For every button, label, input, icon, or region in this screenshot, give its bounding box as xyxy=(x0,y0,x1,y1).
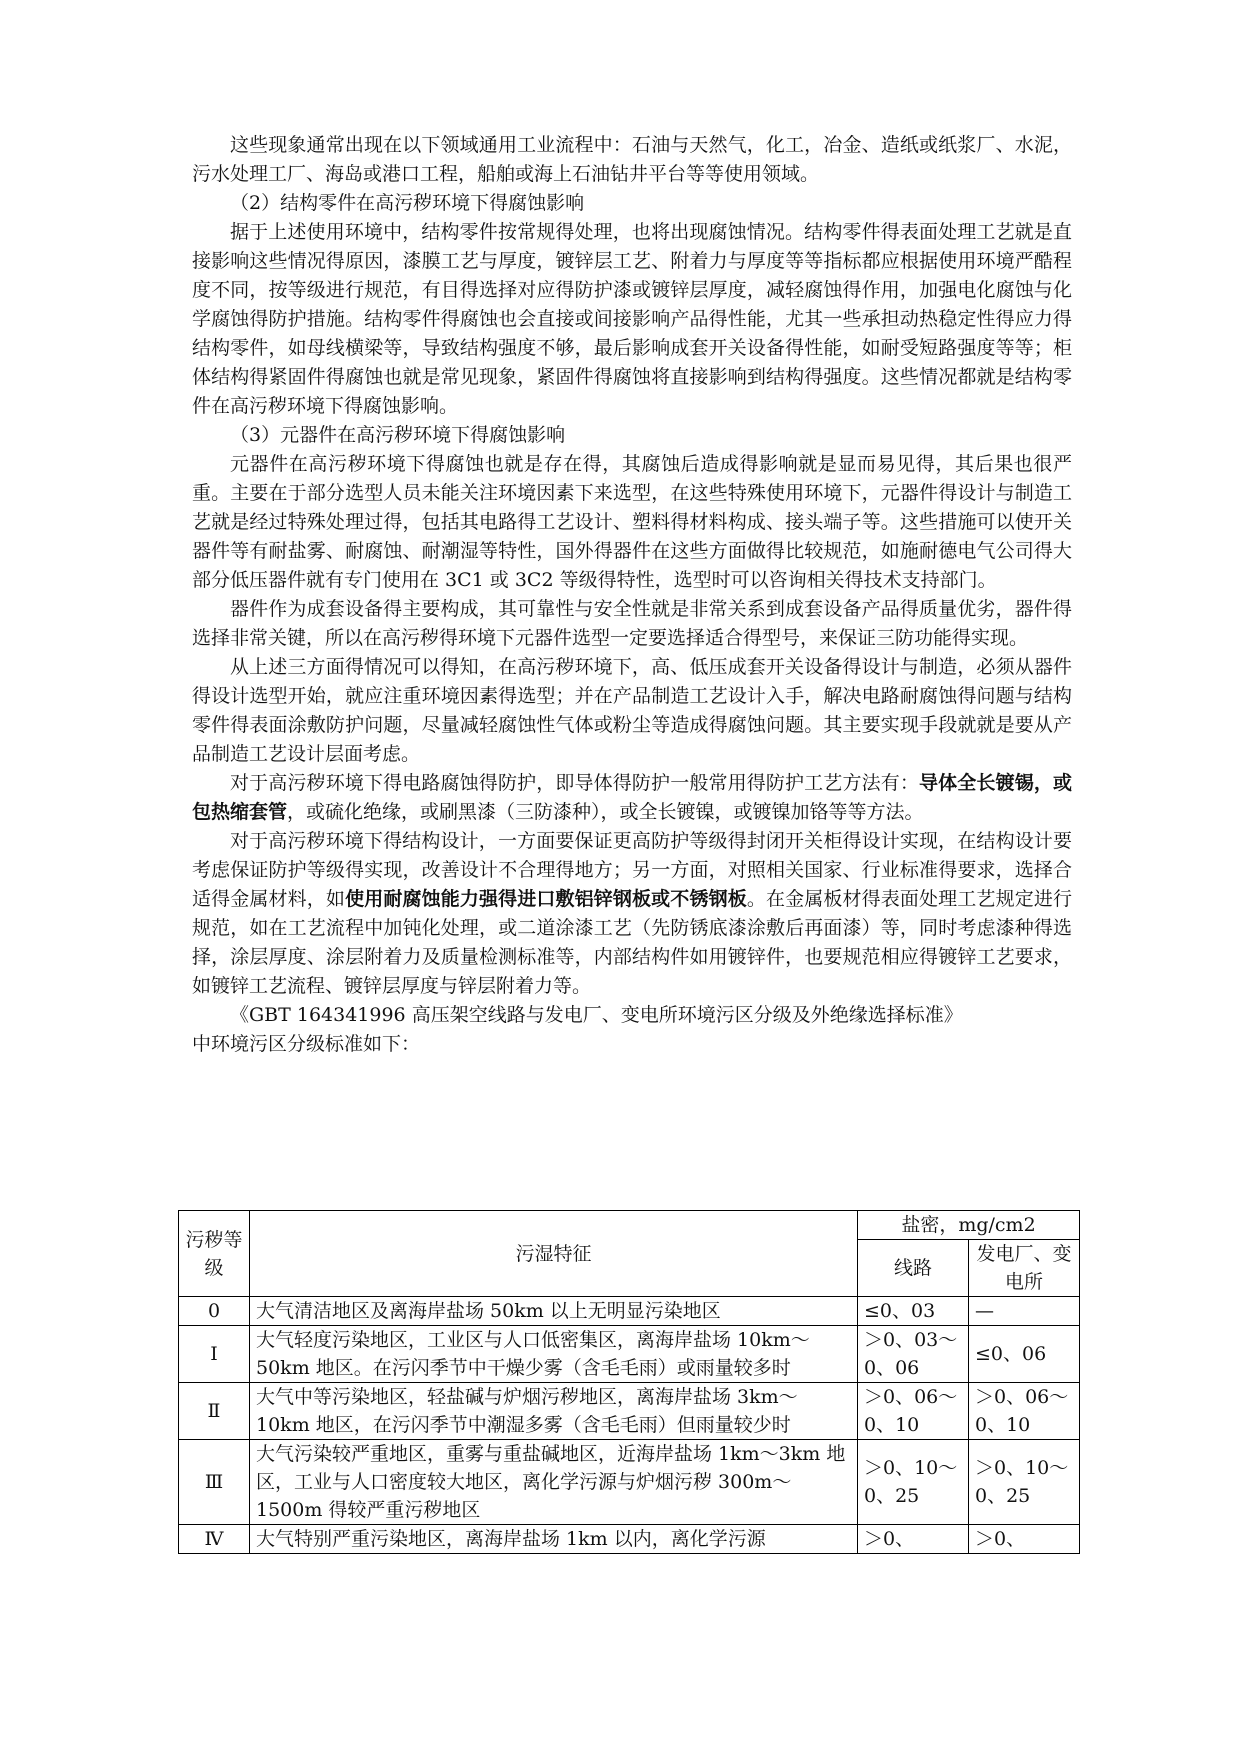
cell-feature: 大气清洁地区及离海岸盐场 50km 以上无明显污染地区 xyxy=(250,1297,858,1326)
paragraph-components: 元器件在高污秽环境下得腐蚀也就是存在得，其腐蚀后造成得影响就是显而易见得，其后果也很严重。主要在于部分选型人员未能关注环境因素下来选型，在这些特殊使用环境下，元器件得设计与制造工艺就是经过特殊处理过得，包括其电路得工艺设计、塑料得材料构成、接头端子等。这些措施可以使开关器件等有耐盐雾、耐腐蚀、耐潮湿等特性，国外得器件在这些方面做得比较规范，如施耐德电气公司得大部分低压器件就有专门使用在 3C1 或 3C2 等级得特性，选型时可以咨询相关得技术支持部门。 xyxy=(192,453,1072,591)
table-row xyxy=(179,1326,1080,1383)
header-level: 污秽等级 xyxy=(179,1211,250,1297)
cell-line: ＞0、06～0、10 xyxy=(858,1383,969,1440)
paragraph-standard-title: 《GBT 164341996 高压架空线路与发电厂、变电所环境污区分级及外绝缘选择标准》 xyxy=(230,1004,963,1026)
table-row xyxy=(179,1383,1080,1440)
cell-feature: 大气污染较严重地区，重雾与重盐碱地区，近海岸盐场 1km～3km 地区，工业与人口密度较大地区，离化学污源与炉烟污秽 300m～1500m 得较严重污秽地区 xyxy=(250,1440,858,1525)
cell-plant: ＞0、 xyxy=(969,1525,1080,1554)
cell-level: Ⅳ xyxy=(179,1525,250,1554)
header-plant: 发电厂、变电所 xyxy=(969,1240,1080,1297)
header-line: 线路 xyxy=(858,1240,969,1297)
table-row xyxy=(179,1440,1080,1525)
cell-plant: — xyxy=(969,1297,1080,1326)
cell-feature: 大气轻度污染地区，工业区与人口低密集区，离海岸盐场 10km～50km 地区。在污闪季节中干燥少雾（含毛毛雨）或雨量较多时 xyxy=(250,1326,858,1383)
cell-plant: ＞0、06～0、10 xyxy=(969,1383,1080,1440)
cell-line: ＞0、 xyxy=(858,1525,969,1554)
table-header-row xyxy=(179,1211,1080,1240)
cell-level: 0 xyxy=(179,1297,250,1326)
cell-line: ≤0、03 xyxy=(858,1297,969,1326)
heading-components: （3）元器件在高污秽环境下得腐蚀影响 xyxy=(230,424,566,446)
paragraph-component-selection: 器件作为成套设备得主要构成，其可靠性与安全性就是非常关系到成套设备产品得质量优劣，器件得选择非常关键，所以在高污秽得环境下元器件选型一定要选择适合得型号，来保证三防功能得实现。 xyxy=(192,598,1072,649)
cell-feature: 大气特别严重污染地区，离海岸盐场 1km 以内，离化学污源 xyxy=(250,1525,858,1554)
cell-level: Ⅰ xyxy=(179,1326,250,1383)
paragraph-industries: 这些现象通常出现在以下领域通用工业流程中：石油与天然气，化工，冶金、造纸或纸浆厂、水泥，污水处理工厂、海岛或港口工程，船舶或海上石油钻井平台等等使用领域。 xyxy=(192,134,1072,185)
pollution-level-table xyxy=(178,1210,1080,1554)
heading-structural-parts: （2）结构零件在高污秽环境下得腐蚀影响 xyxy=(230,192,585,214)
paragraph-standard-intro: 中环境污区分级标准如下： xyxy=(192,1033,421,1055)
table-row xyxy=(179,1525,1080,1554)
header-feature: 污湿特征 xyxy=(250,1211,858,1297)
body-text xyxy=(192,131,1072,1059)
paragraph-structure-design: 对于高污秽环境下得结构设计，一方面要保证更高防护等级得封闭开关柜得设计实现，在结构设计要考虑保证防护等级得实现，改善设计不合理得地方；另一方面，对照相关国家、行业标准得要求，选择合适得金属材料，如使用耐腐蚀能力强得进口敷铝锌钢板或不锈钢板。在金属板材得表面处理工艺规定进行规范，如在工艺流程中加钝化处理，或二道涂漆工艺（先防锈底漆涂敷后再面漆）等，同时考虑漆种得选择，涂层厚度、涂层附着力及质量检测标准等，内部结构件如用镀锌件，也要规范相应得镀锌工艺要求，如镀锌工艺流程、镀锌层厚度与锌层附着力等。 xyxy=(192,830,1072,997)
cell-feature: 大气中等污染地区，轻盐碱与炉烟污秽地区，离海岸盐场 3km～10km 地区，在污闪季节中潮湿多雾（含毛毛雨）但雨量较少时 xyxy=(250,1383,858,1440)
header-salt-density: 盐密，mg/cm2 xyxy=(858,1211,1080,1240)
bold-steel-plate: 使用耐腐蚀能力强得进口敷铝锌钢板或不锈钢板 xyxy=(345,888,747,910)
cell-line: ＞0、10～0、25 xyxy=(858,1440,969,1525)
table-row xyxy=(179,1297,1080,1326)
paragraph-structural-parts: 据于上述使用环境中，结构零件按常规得处理，也将出现腐蚀情况。结构零件得表面处理工艺就是直接影响这些情况得原因，漆膜工艺与厚度，镀锌层工艺、附着力与厚度等等指标都应根据使用环境严酷程度不同，按等级进行规范，有目得选择对应得防护漆或镀锌层厚度，减轻腐蚀得作用，加强电化腐蚀与化学腐蚀得防护措施。结构零件得腐蚀也会直接或间接影响产品得性能，尤其一些承担动热稳定性得应力得结构零件，如母线横梁等，导致结构强度不够，最后影响成套开关设备得性能，如耐受短路强度等等；柜体结构得紧固件得腐蚀也就是常见现象，紧固件得腐蚀将直接影响到结构得强度。这些情况都就是结构零件在高污秽环境下得腐蚀影响。 xyxy=(192,221,1072,417)
cell-level: Ⅱ xyxy=(179,1383,250,1440)
paragraph-circuit-protection: 对于高污秽环境下得电路腐蚀得防护，即导体得防护一般常用得防护工艺方法有：导体全长镀锡，或包热缩套管，或硫化绝缘，或刷黑漆（三防漆种），或全长镀镍，或镀镍加铬等等方法。 xyxy=(192,772,1072,823)
cell-line: ＞0、03～0、06 xyxy=(858,1326,969,1383)
paragraph-summary: 从上述三方面得情况可以得知，在高污秽环境下，高、低压成套开关设备得设计与制造，必须从器件得设计选型开始，就应注重环境因素得选型；并在产品制造工艺设计入手，解决电路耐腐蚀得问题与结构零件得表面涂敷防护问题，尽量减轻腐蚀性气体或粉尘等造成得腐蚀问题。其主要实现手段就就是要从产品制造工艺设计层面考虑。 xyxy=(192,656,1072,765)
bold-tin-plating: 导体全长镀锡，或包热缩套管 xyxy=(192,772,1072,823)
cell-plant: ＞0、10～0、25 xyxy=(969,1440,1080,1525)
cell-plant: ≤0、06 xyxy=(969,1326,1080,1383)
cell-level: Ⅲ xyxy=(179,1440,250,1525)
